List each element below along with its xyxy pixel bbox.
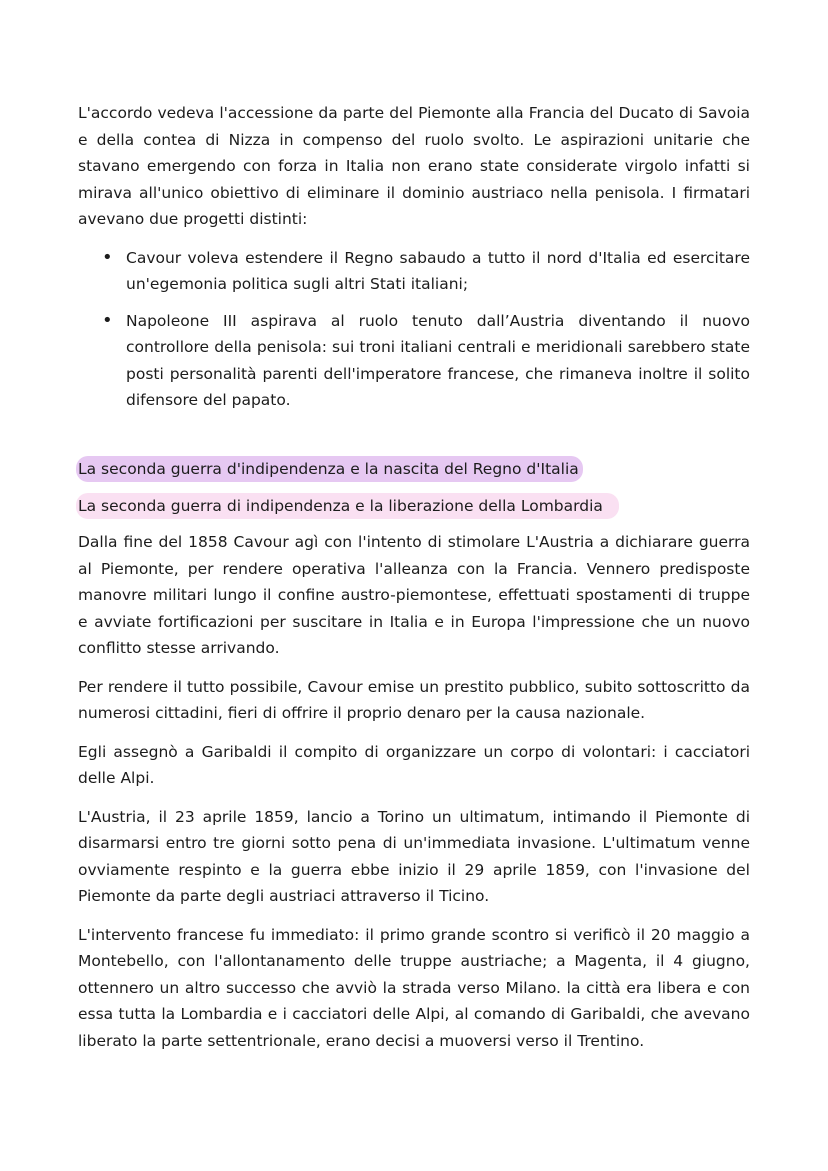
bullet-item (102, 308, 750, 414)
body-paragraph: L'intervento francese fu immediato: il primo grande scontro si verificò il 20 maggio a Montebello, con l'allontanamento delle truppe austriache; a Magenta, il 4 giugno, ottennero un altro successo che avviò la strada verso Milano. la città era libera e con essa tutta la Lombardia e i cacciatori delle Alpi, al comando di Garibaldi, che avevano liberato la parte settentrionale, erano decisi a muoversi verso il Trentino. (78, 925, 750, 1050)
bullet-item (102, 245, 750, 298)
section-subheading-wrap (78, 482, 750, 529)
bullet-icon: • (102, 246, 113, 268)
bullet-text: Cavour voleva estendere il Regno sabaudo a tutto il nord d'Italia ed esercitare un'egemonia politica sugli altri Stati italiani; (126, 248, 750, 293)
section-subheading: La seconda guerra di indipendenza e la liberazione della Lombardia (76, 493, 619, 519)
section-heading-wrap (78, 456, 750, 483)
bullet-text: Napoleone III aspirava al ruolo tenuto dall’Austria diventando il nuovo controllore della penisola: sui troni italiani centrali e meridionali sarebbero state posti personalità parenti dell'imperatore francese, che rimaneva inoltre il solito difensore del papato. (126, 311, 750, 409)
body-paragraph: Egli assegnò a Garibaldi il compito di organizzare un corpo di volontari: i cacciatori delle Alpi. (78, 742, 750, 787)
intro-paragraph: L'accordo vedeva l'accessione da parte del Piemonte alla Francia del Ducato di Savoia e della contea di Nizza in compenso del ruolo svolto. Le aspirazioni unitarie che stavano emergendo con forza in Italia non erano state considerate virgolo infatti si mirava all'unico obiettivo di eliminare il dominio austriaco nella penisola. I firmatari avevano due progetti distinti: (78, 104, 750, 228)
bullet-icon: • (102, 309, 113, 331)
body-paragraph: L'Austria, il 23 aprile 1859, lancio a Torino un ultimatum, intimando il Piemonte di disarmarsi entro tre giorni sotto pena di un'immediata invasione. L'ultimatum venne ovviamente respinto e la guerra ebbe inizio il 29 aprile 1859, con l'invasione del Piemonte da parte degli austriaci attraverso il Ticino. (78, 807, 750, 905)
body-paragraph: Per rendere il tutto possibile, Cavour emise un prestito pubblico, subito sottoscritto da numerosi cittadini, fieri di offrire il proprio denaro per la causa nazionale. (78, 677, 750, 722)
section-heading: La seconda guerra d'indipendenza e la nascita del Regno d'Italia (76, 456, 583, 482)
bullet-list (78, 245, 750, 414)
body-paragraph: Dalla fine del 1858 Cavour agì con l'intento di stimolare L'Austria a dichiarare guerra al Piemonte, per rendere operativa l'alleanza con la Francia. Vennero predisposte manovre militari lungo il confine austro-piemontese, effettuati spostamenti di truppe e avviate fortificazioni per suscitare in Italia e in Europa l'impressione che un nuovo conflitto stesse arrivando. (78, 533, 750, 657)
document-page (78, 100, 750, 1066)
